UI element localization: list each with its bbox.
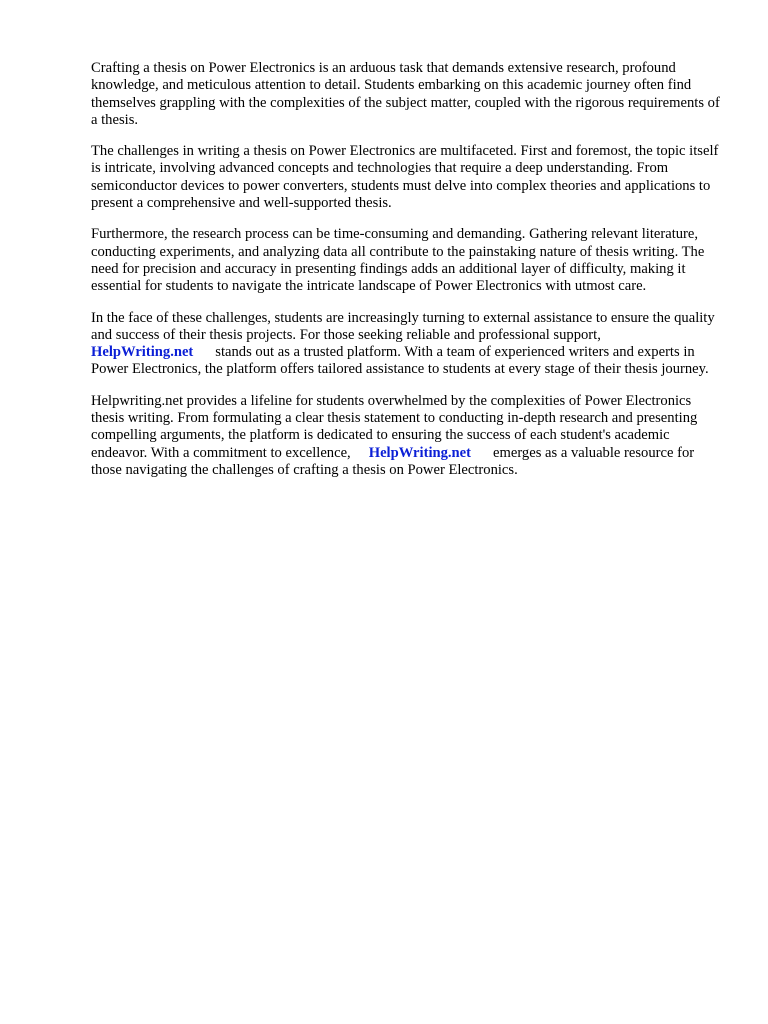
paragraph-conclusion (91, 393, 721, 479)
paragraph-conclusion-text-before: Helpwriting.net provides a lifeline for students overwhelmed by the complexities of Power Electronics thesis writing. From formulating a clear thesis statement to conducting in-depth research and presenting compelling arguments, the platform is dedicated to ensuring the success of each student's academic endeavor. With a commitment to excellence, (91, 392, 698, 461)
paragraph-challenges: The challenges in writing a thesis on Power Electronics are multifaceted. First and foremost, the topic itself is intricate, involving advanced concepts and technologies that require a deep understanding. From semiconductor devices to power converters, students must delve into complex theories and applications to present a comprehensive and well-supported thesis. (91, 143, 719, 212)
paragraph-assistance-text-before: In the face of these challenges, students are increasingly turning to external assistance to ensure the quality and success of their thesis projects. For those seeking reliable and professional support, (91, 309, 715, 343)
document-page (91, 60, 721, 493)
paragraph-assistance-text-after: stands out as a trusted platform. With a team of experienced writers and experts in Power Electronics, the platform offers tailored assistance to students at every stage of their thesis journey. (91, 344, 709, 378)
paragraph-assistance (91, 310, 721, 379)
helpwriting-link[interactable]: HelpWriting.net (91, 344, 194, 361)
paragraph-conclusion-text-after: emerges as a valuable resource for those navigating the challenges of crafting a thesis on Power Electronics. (91, 444, 695, 478)
helpwriting-link-conclusion[interactable]: HelpWriting.net (368, 444, 472, 461)
paragraph-intro: Crafting a thesis on Power Electronics is an arduous task that demands extensive research, profound knowledge, and meticulous attention to detail. Students embarking on this academic journey often find themselves grappling with the complexities of the subject matter, coupled with the rigorous requirements of a thesis. (91, 60, 720, 128)
paragraph-research: Furthermore, the research process can be time-consuming and demanding. Gathering relevant literature, conducting experiments, and analyzing data all contribute to the painstaking nature of thesis writing. The need for precision and accuracy in presenting findings adds an additional layer of difficulty, making it essential for students to navigate the intricate landscape of Power Electronics with utmost care. (91, 226, 705, 295)
